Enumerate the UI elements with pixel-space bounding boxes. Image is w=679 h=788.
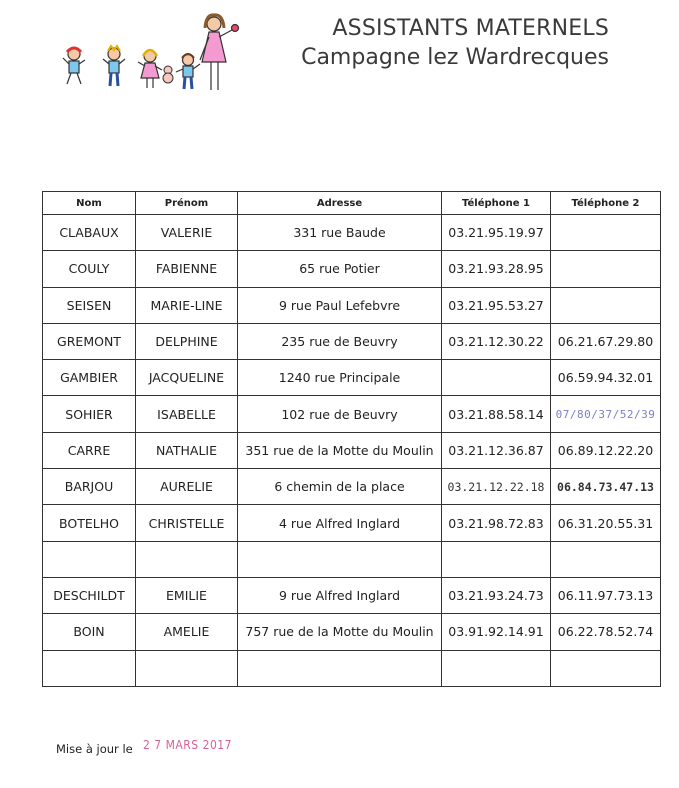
cell-prenom: DELPHINE xyxy=(136,323,238,359)
cell-telephone-2: 06.22.78.52.74 xyxy=(551,614,661,650)
children-family-logo xyxy=(62,12,252,98)
table-row-empty xyxy=(43,650,661,686)
teddy-bear-icon xyxy=(163,66,173,83)
cell-nom: DESCHILDT xyxy=(43,577,136,613)
cell-adresse: 331 rue Baude xyxy=(238,215,442,251)
cell-telephone-2 xyxy=(551,251,661,287)
cell-prenom: AURELIE xyxy=(136,469,238,505)
cell-prenom: VALERIE xyxy=(136,215,238,251)
cell-prenom: FABIENNE xyxy=(136,251,238,287)
cell-telephone-2-handwritten: 06.84.73.47.13 xyxy=(551,469,661,505)
column-header-telephone-2: Téléphone 2 xyxy=(551,192,661,215)
cell-telephone-2 xyxy=(551,215,661,251)
cell-telephone-2-handwritten: 07/80/37/52/39 xyxy=(551,396,661,432)
date-stamp: 2 7 MARS 2017 xyxy=(143,738,233,752)
cell-nom: GAMBIER xyxy=(43,360,136,396)
table-row xyxy=(43,215,661,251)
cell-prenom xyxy=(136,541,238,577)
cell-adresse: 1240 rue Principale xyxy=(238,360,442,396)
cell-prenom: CHRISTELLE xyxy=(136,505,238,541)
cell-adresse xyxy=(238,650,442,686)
child-figure-icon xyxy=(63,48,85,84)
column-header-prenom: Prénom xyxy=(136,192,238,215)
title-line-2: Campagne lez Wardrecques xyxy=(301,45,609,70)
table-row xyxy=(43,251,661,287)
page-title xyxy=(301,16,609,70)
mother-figure-icon xyxy=(200,15,239,90)
cell-telephone-1: 03.21.93.28.95 xyxy=(442,251,551,287)
cell-nom: CARRE xyxy=(43,432,136,468)
cell-telephone-1 xyxy=(442,360,551,396)
table-row xyxy=(43,505,661,541)
table-row xyxy=(43,360,661,396)
cell-telephone-1: 03.21.12.30.22 xyxy=(442,323,551,359)
cell-prenom: MARIE-LINE xyxy=(136,287,238,323)
cell-adresse: 102 rue de Beuvry xyxy=(238,396,442,432)
cell-prenom: JACQUELINE xyxy=(136,360,238,396)
table-row xyxy=(43,577,661,613)
cell-telephone-2: 06.89.12.22.20 xyxy=(551,432,661,468)
cell-adresse: 9 rue Paul Lefebvre xyxy=(238,287,442,323)
cell-prenom: ISABELLE xyxy=(136,396,238,432)
cell-nom: BOTELHO xyxy=(43,505,136,541)
cell-adresse: 757 rue de la Motte du Moulin xyxy=(238,614,442,650)
column-header-telephone-1: Téléphone 1 xyxy=(442,192,551,215)
column-header-nom: Nom xyxy=(43,192,136,215)
cell-telephone-1: 03.91.92.14.91 xyxy=(442,614,551,650)
child-figure-icon xyxy=(176,54,200,89)
cell-telephone-2 xyxy=(551,541,661,577)
cell-nom: CLABAUX xyxy=(43,215,136,251)
title-line-1: ASSISTANTS MATERNELS xyxy=(332,16,609,41)
cell-nom: GREMONT xyxy=(43,323,136,359)
cell-telephone-1: 03.21.98.72.83 xyxy=(442,505,551,541)
cell-nom: COULY xyxy=(43,251,136,287)
cell-telephone-2 xyxy=(551,287,661,323)
cell-prenom: NATHALIE xyxy=(136,432,238,468)
cell-nom: BOIN xyxy=(43,614,136,650)
table-row xyxy=(43,323,661,359)
cell-nom xyxy=(43,541,136,577)
cell-telephone-2: 06.11.97.73.13 xyxy=(551,577,661,613)
cell-telephone-1: 03.21.88.58.14 xyxy=(442,396,551,432)
cell-nom: SEISEN xyxy=(43,287,136,323)
cell-telephone-1: 03.21.12.36.87 xyxy=(442,432,551,468)
table-row-empty xyxy=(43,541,661,577)
table-header-row xyxy=(43,192,661,215)
table-row xyxy=(43,432,661,468)
cell-adresse: 4 rue Alfred Inglard xyxy=(238,505,442,541)
cell-telephone-2: 06.21.67.29.80 xyxy=(551,323,661,359)
girl-figure-icon xyxy=(138,50,162,88)
cell-telephone-1: 03.21.95.53.27 xyxy=(442,287,551,323)
cell-adresse xyxy=(238,541,442,577)
cell-prenom xyxy=(136,650,238,686)
cell-prenom: EMILIE xyxy=(136,577,238,613)
childminders-table xyxy=(42,191,661,687)
cell-adresse: 6 chemin de la place xyxy=(238,469,442,505)
cell-telephone-2 xyxy=(551,650,661,686)
cell-nom xyxy=(43,650,136,686)
table-row xyxy=(43,469,661,505)
cell-telephone-2: 06.59.94.32.01 xyxy=(551,360,661,396)
cell-telephone-1 xyxy=(442,650,551,686)
column-header-adresse: Adresse xyxy=(238,192,442,215)
cell-telephone-1-handwritten: 03.21.12.22.18 xyxy=(442,469,551,505)
cell-telephone-1 xyxy=(442,541,551,577)
child-figure-icon xyxy=(103,46,125,86)
table-row xyxy=(43,396,661,432)
cell-telephone-1: 03.21.93.24.73 xyxy=(442,577,551,613)
cell-adresse: 9 rue Alfred Inglard xyxy=(238,577,442,613)
cell-prenom: AMELIE xyxy=(136,614,238,650)
cell-nom: SOHIER xyxy=(43,396,136,432)
update-date-label: Mise à jour le xyxy=(56,742,133,756)
cell-nom: BARJOU xyxy=(43,469,136,505)
cell-telephone-2: 06.31.20.55.31 xyxy=(551,505,661,541)
cell-adresse: 235 rue de Beuvry xyxy=(238,323,442,359)
cell-adresse: 65 rue Potier xyxy=(238,251,442,287)
cell-adresse: 351 rue de la Motte du Moulin xyxy=(238,432,442,468)
cell-telephone-1: 03.21.95.19.97 xyxy=(442,215,551,251)
table-row xyxy=(43,287,661,323)
table-row xyxy=(43,614,661,650)
